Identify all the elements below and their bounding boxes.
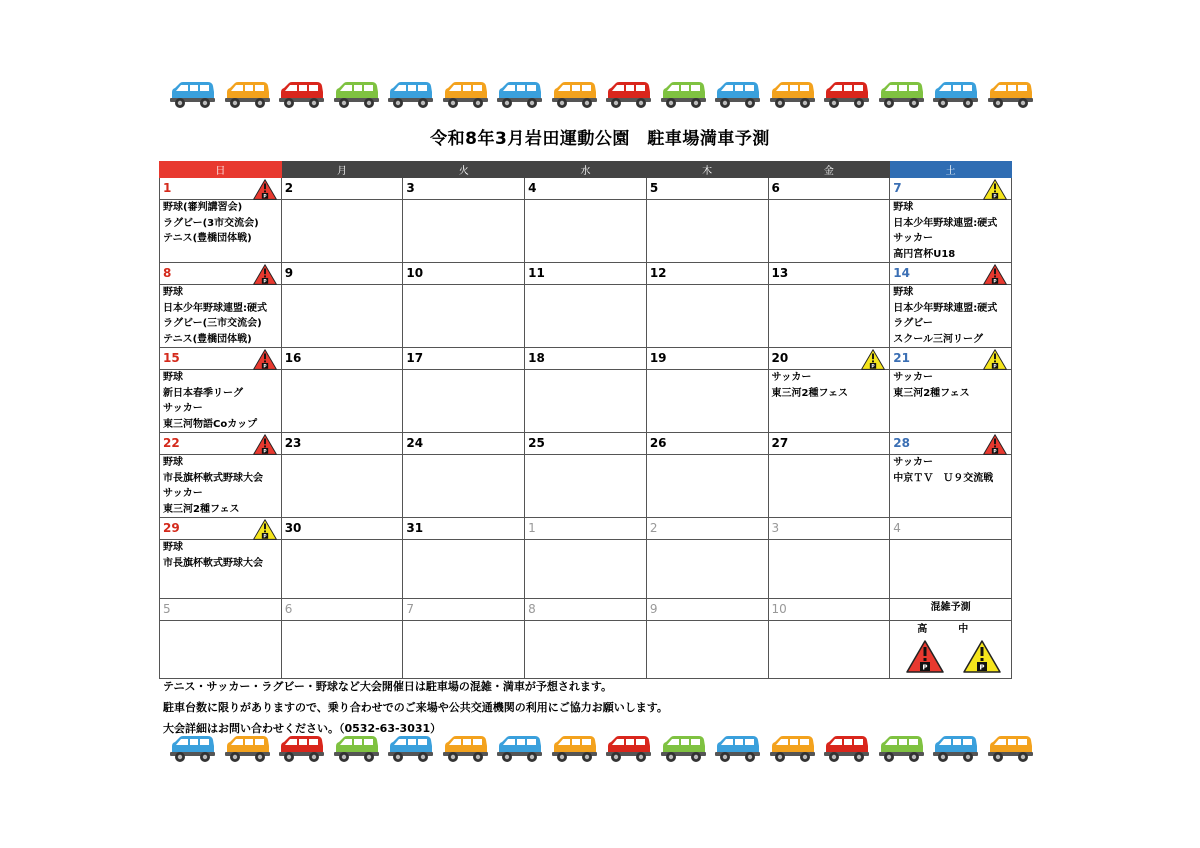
event-item: 野球 <box>163 457 183 468</box>
weekday-wednesday: 水 <box>525 162 647 178</box>
day-number: 6 <box>771 181 780 195</box>
day-cell <box>768 599 890 621</box>
day-cell <box>646 263 768 285</box>
car-icon <box>986 80 1034 110</box>
day-cell <box>890 178 1012 200</box>
event-item: 中京ＴＶ Ｕ９交流戦 <box>893 472 994 484</box>
car-decoration-bottom <box>168 734 1034 764</box>
weekday-thursday: 木 <box>646 162 768 178</box>
weekday-monday: 月 <box>281 162 403 178</box>
event-item: サッカー <box>893 233 934 244</box>
events-cell <box>281 621 403 679</box>
svg-text:P: P <box>263 449 267 455</box>
car-icon <box>386 80 434 110</box>
day-number: 9 <box>284 266 294 280</box>
car-icon <box>822 80 870 110</box>
day-cell <box>281 178 403 200</box>
week-events-row <box>160 621 1012 679</box>
events-cell <box>890 455 1012 518</box>
day-cell <box>768 263 890 285</box>
day-number: 20 <box>771 351 789 365</box>
day-number: 4 <box>528 181 537 195</box>
day-number: 25 <box>528 436 545 450</box>
event-item: 野球 <box>893 287 914 298</box>
day-number: 14 <box>893 266 910 280</box>
day-cell <box>160 599 282 621</box>
day-number: 6 <box>284 602 293 616</box>
week-date-row <box>160 348 1012 370</box>
week-events-row <box>160 200 1012 263</box>
day-cell <box>160 433 282 455</box>
day-number: 23 <box>284 436 302 450</box>
week-date-row <box>160 178 1012 200</box>
events-cell <box>525 370 647 433</box>
day-number: 19 <box>649 351 667 365</box>
legend-title: 混雑予測 <box>930 602 971 613</box>
event-item: 野球 <box>163 542 183 553</box>
events-cell <box>160 285 282 348</box>
event-item: サッカー <box>893 457 934 468</box>
page-title: 令和8年3月岩田運動公園 駐車場満車予測 <box>430 129 770 149</box>
day-number: 1 <box>163 181 172 195</box>
weekday-saturday: 土 <box>890 162 1012 178</box>
calendar-body <box>160 178 1012 679</box>
day-cell <box>403 348 525 370</box>
event-item: 東三河2種フェス <box>893 387 970 399</box>
day-number: 9 <box>649 602 658 616</box>
day-number: 4 <box>893 521 901 535</box>
events-cell <box>525 285 647 348</box>
day-cell <box>525 599 647 621</box>
day-cell <box>403 599 525 621</box>
car-icon <box>441 734 489 764</box>
car-icon <box>277 734 325 764</box>
day-cell <box>890 518 1012 540</box>
events-cell <box>768 621 890 679</box>
events-cell <box>768 540 890 599</box>
car-icon <box>931 734 979 764</box>
day-cell <box>525 178 647 200</box>
calendar-table <box>159 161 1012 679</box>
day-cell <box>403 263 525 285</box>
event-item: サッカー <box>771 372 812 383</box>
events-cell <box>281 285 403 348</box>
events-cell <box>890 285 1012 348</box>
day-cell <box>525 348 647 370</box>
day-cell <box>160 263 282 285</box>
day-cell <box>403 178 525 200</box>
week-date-row <box>160 518 1012 540</box>
events-cell <box>768 200 890 263</box>
day-number: 22 <box>163 436 180 450</box>
event-item: 市長旗杯軟式野球大会 <box>163 557 263 569</box>
day-cell <box>281 433 403 455</box>
car-icon <box>332 80 380 110</box>
events-cell <box>768 455 890 518</box>
svg-text:P: P <box>993 279 997 285</box>
day-number: 12 <box>649 266 667 280</box>
events-cell <box>525 540 647 599</box>
event-item: 日本少年野球連盟:硬式 <box>893 217 998 229</box>
events-cell <box>525 455 647 518</box>
events-cell <box>646 200 768 263</box>
day-number: 7 <box>893 181 902 195</box>
day-cell <box>160 348 282 370</box>
legend-title-cell <box>890 599 1012 621</box>
week-events-row <box>160 370 1012 433</box>
day-cell <box>646 599 768 621</box>
car-icon <box>659 80 707 110</box>
events-cell <box>646 621 768 679</box>
events-cell <box>646 540 768 599</box>
day-number: 3 <box>771 521 780 535</box>
events-cell <box>160 540 282 599</box>
car-icon <box>223 734 271 764</box>
day-cell <box>646 178 768 200</box>
notes <box>163 676 668 739</box>
car-icon <box>986 734 1034 764</box>
svg-text:P: P <box>263 194 267 200</box>
event-item: 野球 <box>893 202 914 213</box>
events-cell <box>160 200 282 263</box>
car-icon <box>550 80 598 110</box>
day-cell <box>403 433 525 455</box>
day-cell <box>281 348 403 370</box>
events-cell <box>525 621 647 679</box>
events-cell <box>403 621 525 679</box>
event-item: 東三河2種フェス <box>163 503 240 515</box>
day-number: 5 <box>163 602 171 616</box>
events-cell <box>160 370 282 433</box>
day-number: 10 <box>406 266 424 280</box>
events-cell <box>403 200 525 263</box>
event-item: サッカー <box>893 372 934 383</box>
day-number: 17 <box>406 351 424 365</box>
day-cell <box>281 263 403 285</box>
car-icon <box>386 734 434 764</box>
svg-text:P: P <box>993 449 997 455</box>
car-icon <box>822 734 870 764</box>
day-cell <box>768 433 890 455</box>
events-cell <box>890 370 1012 433</box>
car-icon <box>223 80 271 110</box>
event-item: 市長旗杯軟式野球大会 <box>163 472 263 484</box>
svg-text:P: P <box>922 663 928 672</box>
event-item: 野球(審判講習会) <box>163 202 243 213</box>
event-item: ラグビー <box>893 318 933 329</box>
day-cell <box>890 263 1012 285</box>
car-icon <box>441 80 489 110</box>
svg-text:P: P <box>871 364 875 370</box>
day-number: 7 <box>406 602 415 616</box>
events-cell <box>160 455 282 518</box>
day-number: 5 <box>649 181 659 195</box>
day-number: 18 <box>528 351 545 365</box>
car-icon <box>277 80 325 110</box>
day-number: 13 <box>771 266 789 280</box>
day-number: 3 <box>406 181 415 195</box>
event-item: 新日本春季リーグ <box>163 387 243 399</box>
day-number: 21 <box>893 351 910 365</box>
svg-text:P: P <box>993 364 997 370</box>
events-cell <box>890 200 1012 263</box>
weekday-tuesday: 火 <box>403 162 525 178</box>
day-number: 24 <box>406 436 424 450</box>
day-cell <box>646 518 768 540</box>
day-cell <box>768 348 890 370</box>
car-icon <box>604 80 652 110</box>
car-decoration-top <box>168 80 1034 110</box>
weekday-friday: 金 <box>768 162 890 178</box>
week-events-row <box>160 285 1012 348</box>
events-cell <box>768 370 890 433</box>
event-item: スクール三河リーグ <box>893 333 984 345</box>
day-number: 2 <box>284 181 294 195</box>
day-number: 11 <box>528 266 545 280</box>
day-cell <box>768 518 890 540</box>
event-item: 日本少年野球連盟:硬式 <box>893 302 998 314</box>
svg-text:P: P <box>263 279 267 285</box>
events-cell <box>281 200 403 263</box>
events-cell <box>646 285 768 348</box>
note-line: 駐車台数に限りがありますので、乗り合わせでのご来場や公共交通機関の利用にご協力お願いします。 <box>163 701 668 714</box>
events-cell <box>281 370 403 433</box>
day-number: 27 <box>771 436 789 450</box>
event-item: サッカー <box>163 488 203 499</box>
day-number: 8 <box>528 602 536 616</box>
event-item: 高円宮杯U18 <box>893 248 956 260</box>
legend-cell <box>890 621 1012 679</box>
svg-text:P: P <box>263 364 267 370</box>
day-cell <box>525 433 647 455</box>
events-cell <box>281 540 403 599</box>
car-icon <box>768 734 816 764</box>
events-cell <box>646 370 768 433</box>
events-cell <box>281 455 403 518</box>
legend-high-label: 高 <box>917 624 928 635</box>
event-item: サッカー <box>163 403 203 414</box>
event-item: ラグビー(3市交流会) <box>163 217 259 229</box>
day-cell <box>525 518 647 540</box>
weekday-header-row <box>160 162 1012 178</box>
week-date-row <box>160 599 1012 621</box>
day-number: 26 <box>649 436 667 450</box>
week-date-row <box>160 263 1012 285</box>
events-cell <box>403 455 525 518</box>
event-item: 東三河物語Coカップ <box>163 418 258 430</box>
car-icon <box>713 734 761 764</box>
day-number: 2 <box>649 521 658 535</box>
day-number: 1 <box>528 521 536 535</box>
week-date-row <box>160 433 1012 455</box>
legend-mid-label: 中 <box>958 624 969 635</box>
day-number: 8 <box>163 266 172 280</box>
events-cell <box>403 285 525 348</box>
events-cell <box>646 455 768 518</box>
note-line: 大会詳細はお問い合わせください。（0532-63-3031） <box>163 722 442 735</box>
event-item: 野球 <box>163 372 183 383</box>
day-number: 29 <box>163 521 180 535</box>
car-icon <box>713 80 761 110</box>
day-cell <box>160 178 282 200</box>
svg-text:P: P <box>993 194 997 200</box>
event-item: ラグビー(三市交流会) <box>163 318 262 329</box>
day-cell <box>281 518 403 540</box>
note-line: テニス・サッカー・ラグビー・野球など大会開催日は駐車場の混雑・満車が予想されます。 <box>163 680 613 693</box>
car-icon <box>495 734 543 764</box>
day-cell <box>160 518 282 540</box>
car-icon <box>332 734 380 764</box>
day-number: 28 <box>893 436 910 450</box>
events-cell <box>890 540 1012 599</box>
day-cell <box>890 433 1012 455</box>
car-icon <box>168 80 216 110</box>
event-item: 東三河2種フェス <box>771 387 848 399</box>
event-item: 野球 <box>163 287 183 298</box>
day-number: 15 <box>163 351 180 365</box>
car-icon <box>877 734 925 764</box>
events-cell <box>403 370 525 433</box>
events-cell <box>160 621 282 679</box>
car-icon <box>604 734 652 764</box>
day-number: 30 <box>284 521 302 535</box>
events-cell <box>768 285 890 348</box>
week-events-row <box>160 455 1012 518</box>
day-number: 31 <box>406 521 424 535</box>
events-cell <box>403 540 525 599</box>
week-events-row <box>160 540 1012 599</box>
day-cell <box>281 599 403 621</box>
day-cell <box>646 433 768 455</box>
event-item: 日本少年野球連盟:硬式 <box>163 302 267 314</box>
events-cell <box>525 200 647 263</box>
day-number: 16 <box>284 351 302 365</box>
car-icon <box>768 80 816 110</box>
car-icon <box>168 734 216 764</box>
svg-text:P: P <box>263 534 267 540</box>
car-icon <box>659 734 707 764</box>
day-cell <box>403 518 525 540</box>
svg-text:P: P <box>979 663 985 672</box>
car-icon <box>877 80 925 110</box>
car-icon <box>931 80 979 110</box>
day-cell <box>890 348 1012 370</box>
event-item: テニス(豊橋団体戦) <box>163 333 252 345</box>
day-cell <box>646 348 768 370</box>
day-cell <box>768 178 890 200</box>
car-icon <box>495 80 543 110</box>
day-cell <box>525 263 647 285</box>
day-number: 10 <box>771 602 787 616</box>
weekday-sunday: 日 <box>160 162 282 178</box>
car-icon <box>550 734 598 764</box>
event-item: テニス(豊橋団体戦) <box>163 233 252 244</box>
